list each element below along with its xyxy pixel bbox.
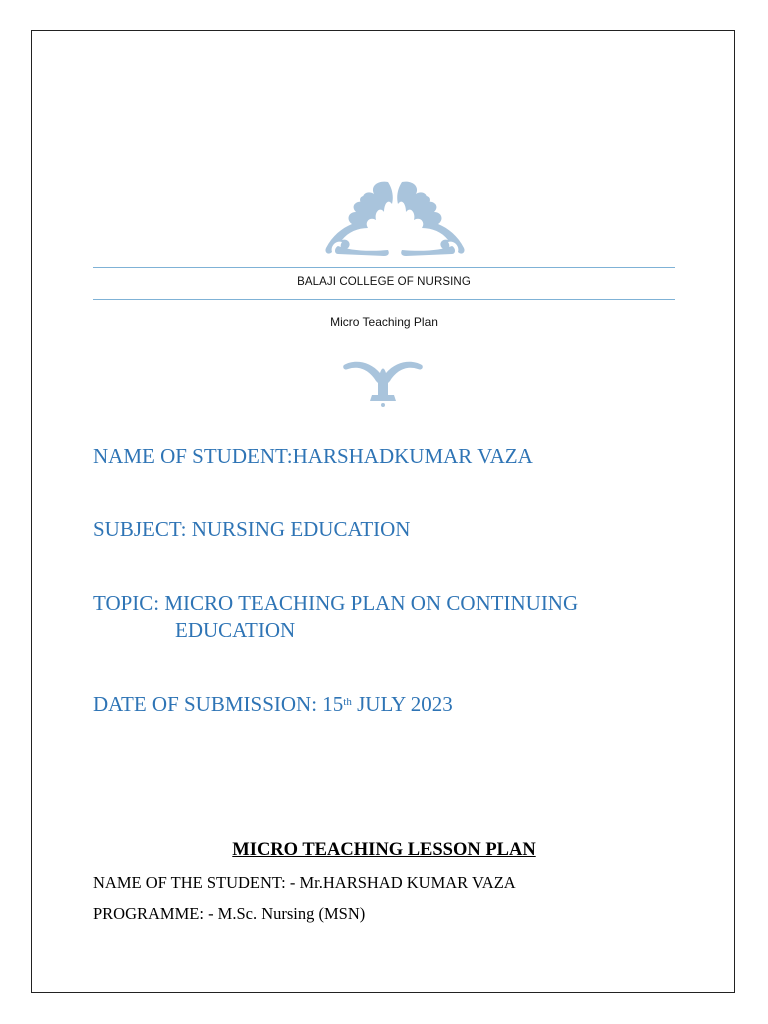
cover-student-name: NAME OF STUDENT:HARSHADKUMAR VAZA <box>93 444 533 468</box>
header-rule-top <box>93 267 675 268</box>
date-prefix: DATE OF SUBMISSION: 15 <box>93 692 344 716</box>
floral-ornament-icon <box>318 178 472 256</box>
document-subtitle: Micro Teaching Plan <box>330 315 438 329</box>
cover-topic-continued: EDUCATION <box>175 618 296 642</box>
cover-submission-date <box>93 691 453 718</box>
lesson-student-name: NAME OF THE STUDENT: - Mr.HARSHAD KUMAR VAZA <box>93 873 516 892</box>
lesson-plan-heading: MICRO TEACHING LESSON PLAN <box>232 840 536 860</box>
college-name: BALAJI COLLEGE OF NURSING <box>297 276 471 288</box>
date-suffix: JULY 2023 <box>351 692 453 716</box>
cover-subject: SUBJECT: NURSING EDUCATION <box>93 517 411 541</box>
cover-topic: TOPIC: MICRO TEACHING PLAN ON CONTINUING <box>93 591 579 615</box>
header-rule-bottom <box>93 299 675 300</box>
date-ordinal: th <box>343 696 352 708</box>
fleur-ornament-icon <box>340 355 426 407</box>
lesson-programme: PROGRAMME: - M.Sc. Nursing (MSN) <box>93 904 366 923</box>
